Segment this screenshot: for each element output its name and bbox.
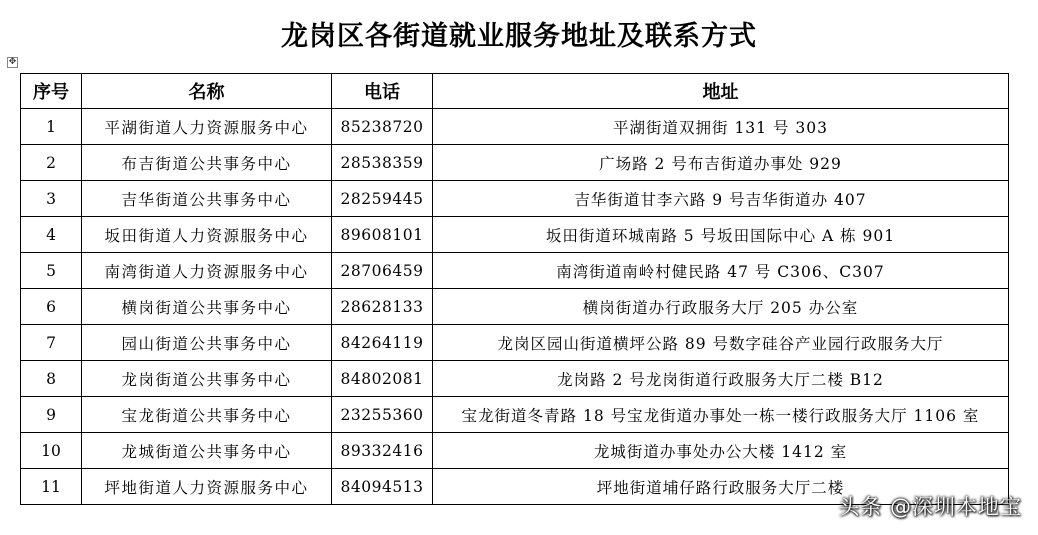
- header-name: 名称: [82, 74, 332, 109]
- table-row: [21, 361, 1009, 397]
- cell-no: 3: [21, 181, 82, 217]
- page-title: 龙岗区各街道就业服务地址及联系方式: [281, 21, 757, 52]
- table-row: [21, 397, 1009, 433]
- cell-address: 龙岗路 2 号龙岗街道行政服务大厅二楼 B12: [433, 361, 1009, 397]
- table-move-handle-icon[interactable]: ✥: [8, 57, 17, 67]
- cell-address: 横岗街道办行政服务大厅 205 办公室: [433, 289, 1009, 325]
- cell-name: 吉华街道公共事务中心: [82, 181, 332, 217]
- cell-address: 坂田街道环城南路 5 号坂田国际中心 A 栋 901: [433, 217, 1009, 253]
- cell-no: 11: [21, 469, 82, 505]
- cell-no: 8: [21, 361, 82, 397]
- cell-name: 龙城街道公共事务中心: [82, 433, 332, 469]
- table-row: [21, 289, 1009, 325]
- cell-phone: 84264119: [332, 325, 433, 361]
- cell-no: 10: [21, 433, 82, 469]
- cell-address: 宝龙街道冬青路 18 号宝龙街道办事处一栋一楼行政服务大厅 1106 室: [433, 397, 1009, 433]
- table-row: [21, 433, 1009, 469]
- cell-no: 7: [21, 325, 82, 361]
- cell-phone: 89332416: [332, 433, 433, 469]
- cell-name: 宝龙街道公共事务中心: [82, 397, 332, 433]
- table-row: [21, 145, 1009, 181]
- cell-phone: 28628133: [332, 289, 433, 325]
- cell-name: 龙岗街道公共事务中心: [82, 361, 332, 397]
- cell-name: 坪地街道人力资源服务中心: [82, 469, 332, 505]
- cell-phone: 28538359: [332, 145, 433, 181]
- cell-address: 龙城街道办事处办公大楼 1412 室: [433, 433, 1009, 469]
- table-row: [21, 181, 1009, 217]
- table-row: [21, 253, 1009, 289]
- cell-no: 1: [21, 109, 82, 145]
- table-row: [21, 217, 1009, 253]
- cell-phone: 28706459: [332, 253, 433, 289]
- header-phone: 电话: [332, 74, 433, 109]
- cell-address: 广场路 2 号布吉街道办事处 929: [433, 145, 1009, 181]
- cell-address: 平湖街道双拥街 131 号 303: [433, 109, 1009, 145]
- cell-phone: 84094513: [332, 469, 433, 505]
- cell-phone: 89608101: [332, 217, 433, 253]
- cell-no: 5: [21, 253, 82, 289]
- cell-name: 坂田街道人力资源服务中心: [82, 217, 332, 253]
- header-no: 序号: [21, 74, 82, 109]
- cell-phone: 28259445: [332, 181, 433, 217]
- cell-name: 南湾街道人力资源服务中心: [82, 253, 332, 289]
- cell-name: 平湖街道人力资源服务中心: [82, 109, 332, 145]
- cell-name: 布吉街道公共事务中心: [82, 145, 332, 181]
- cell-phone: 84802081: [332, 361, 433, 397]
- service-table: [20, 73, 1009, 505]
- table-header-row: [21, 74, 1009, 109]
- cell-name: 园山街道公共事务中心: [82, 325, 332, 361]
- cell-phone: 23255360: [332, 397, 433, 433]
- cell-phone: 85238720: [332, 109, 433, 145]
- cell-no: 6: [21, 289, 82, 325]
- cell-address: 南湾街道南岭村健民路 47 号 C306、C307: [433, 253, 1009, 289]
- cell-name: 横岗街道公共事务中心: [82, 289, 332, 325]
- cell-address: 坪地街道埔仔路行政服务大厅二楼: [433, 469, 1009, 505]
- header-address: 地址: [433, 74, 1009, 109]
- cell-address: 龙岗区园山街道横坪公路 89 号数字硅谷产业园行政服务大厅: [433, 325, 1009, 361]
- watermark: 头条 @深圳本地宝: [838, 495, 1022, 519]
- table-row: [21, 325, 1009, 361]
- cell-address: 吉华街道甘李六路 9 号吉华街道办 407: [433, 181, 1009, 217]
- cell-no: 2: [21, 145, 82, 181]
- cell-no: 4: [21, 217, 82, 253]
- table-row: [21, 109, 1009, 145]
- cell-no: 9: [21, 397, 82, 433]
